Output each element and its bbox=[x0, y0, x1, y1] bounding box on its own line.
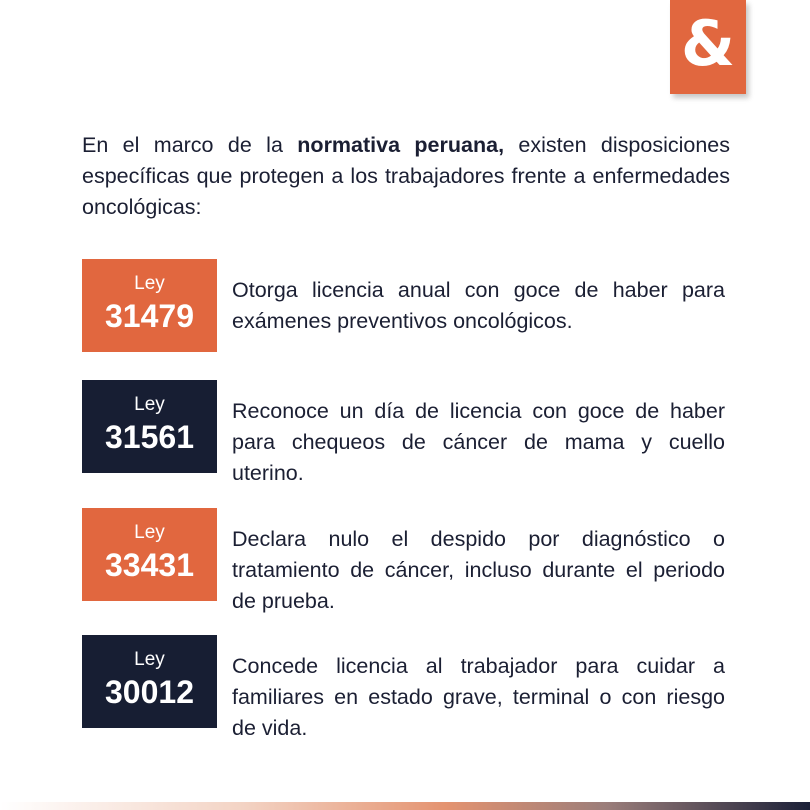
intro-text-bold: normativa peruana, bbox=[297, 133, 505, 157]
ampersand-logo bbox=[670, 0, 746, 94]
law-badge bbox=[82, 635, 217, 728]
law-description: Declara nulo el despido por diagnóstico o tratamiento de cáncer, incluso durante el periodo de prueba. bbox=[232, 527, 725, 613]
law-badge bbox=[82, 508, 217, 601]
law-description: Reconoce un día de licencia con goce de haber para chequeos de cáncer de mama y cuello uterino. bbox=[232, 399, 725, 485]
law-badge bbox=[82, 380, 217, 473]
law-description: Otorga licencia anual con goce de haber para exámenes preventivos oncológicos. bbox=[232, 278, 725, 333]
intro-text-end: existen disposiciones específicas que protegen a los trabajadores frente a enfermedades oncológicas: bbox=[82, 133, 730, 219]
law-description: Concede licencia al trabajador para cuidar a familiares en estado grave, terminal o con riesgo de vida. bbox=[232, 654, 725, 740]
law-prefix: Ley bbox=[134, 273, 165, 294]
law-prefix: Ley bbox=[134, 649, 165, 670]
intro-paragraph bbox=[82, 130, 730, 223]
law-prefix: Ley bbox=[134, 522, 165, 543]
law-number: 31561 bbox=[105, 419, 194, 455]
ampersand-icon: & bbox=[680, 7, 736, 80]
law-number: 33431 bbox=[105, 547, 194, 583]
law-badge bbox=[82, 259, 217, 352]
law-prefix: Ley bbox=[134, 394, 165, 415]
intro-text-start: En el marco de la bbox=[82, 133, 298, 157]
law-number: 30012 bbox=[105, 674, 194, 710]
law-number: 31479 bbox=[105, 298, 194, 334]
bottom-gradient-bar bbox=[0, 802, 810, 810]
